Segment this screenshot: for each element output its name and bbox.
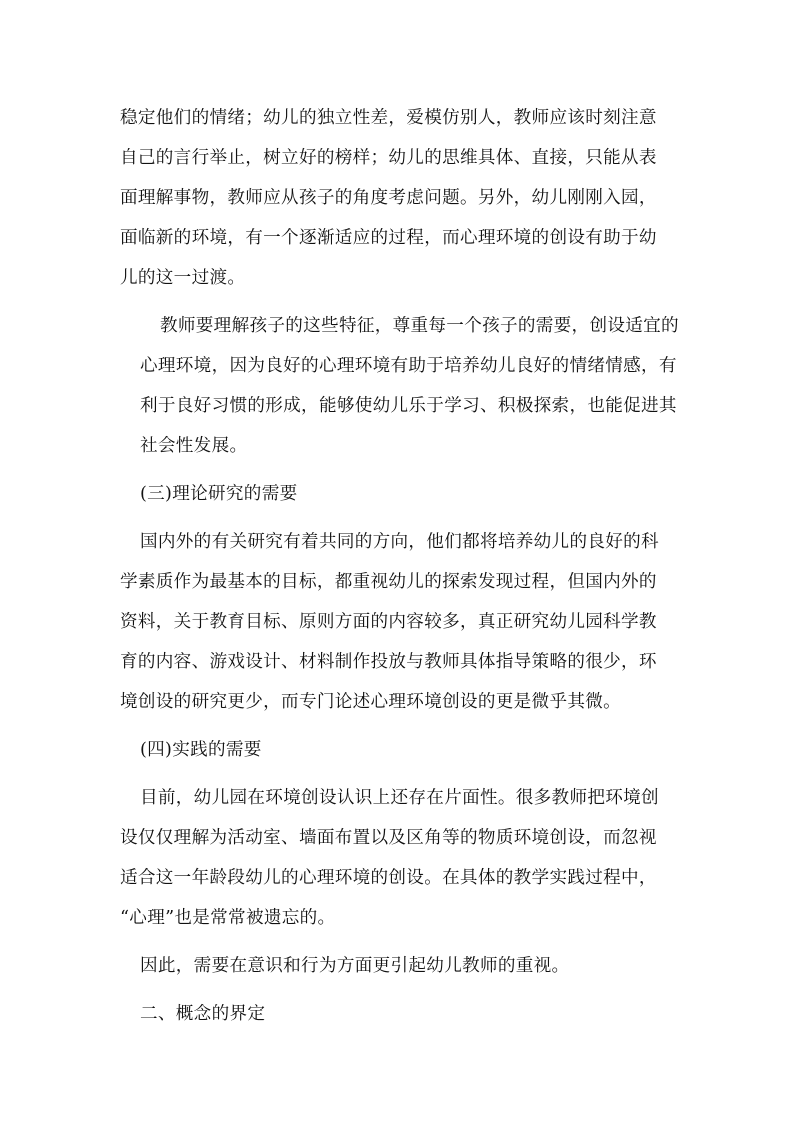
heading-theory-research — [120, 474, 676, 514]
section-heading: (三)理论研究的需要 — [140, 484, 298, 504]
text-line: 因此，需要在意识和行为方面更引起幼儿教师的重视。 — [140, 956, 570, 976]
text-line: 儿的这一过渡。 — [120, 268, 246, 288]
text-line: 境创设的研究更少，而专门论述心理环境创设的更是微乎其微。 — [120, 692, 622, 712]
paragraph-teacher-understanding — [120, 306, 679, 466]
text-line: 目前，幼儿园在环境创设认识上还存在片面性。很多教师把环境创 — [140, 788, 659, 808]
paragraph-current-practice — [120, 778, 676, 938]
text-line: 面临新的环境，有一个逐渐适应的过程，而心理环境的创设有助于幼 — [120, 228, 657, 248]
paragraph-conclusion — [120, 946, 676, 986]
heading-concept-definition — [120, 994, 676, 1034]
text-line: 国内外的有关研究有着共同的方向，他们都将培养幼儿的良好的科 — [140, 532, 659, 552]
section-heading: 二、概念的界定 — [140, 1004, 266, 1024]
text-line: 面理解事物，教师应从孩子的角度考虑问题。另外，幼儿刚刚入园， — [120, 188, 657, 208]
text-line: “心理”也是常常被遗忘的。 — [120, 908, 336, 928]
text-line: 育的内容、游戏设计、材料制作投放与教师具体指导策略的很少，环 — [120, 652, 657, 672]
text-line: 资料，关于教育目标、原则方面的内容较多，真正研究幼儿园科学教 — [120, 612, 657, 632]
heading-practice-needs — [120, 730, 676, 770]
text-line: 社会性发展。 — [140, 436, 248, 456]
paragraph-emotional-needs — [120, 98, 676, 298]
text-line: 稳定他们的情绪；幼儿的独立性差，爱模仿别人，教师应该时刻注意 — [120, 108, 657, 128]
document-body — [120, 98, 679, 1042]
text-line: 适合这一年龄段幼儿的心理环境的创设。在具体的教学实践过程中， — [120, 868, 657, 888]
text-line: 自己的言行举止，树立好的榜样；幼儿的思维具体、直接，只能从表 — [120, 148, 657, 168]
text-line: 心理环境，因为良好的心理环境有助于培养幼儿良好的情绪情感，有 — [140, 356, 677, 376]
section-heading: (四)实践的需要 — [140, 740, 262, 760]
paragraph-domestic-foreign-research — [120, 522, 676, 722]
text-line: 设仅仅理解为活动室、墙面布置以及区角等的物质环境创设，而忽视 — [120, 828, 657, 848]
text-line: 教师要理解孩子的这些特征，尊重每一个孩子的需要，创设适宜的 — [160, 316, 679, 336]
text-line: 学素质作为最基本的目标，都重视幼儿的探索发现过程，但国内外的 — [120, 572, 657, 592]
text-line: 利于良好习惯的形成，能够使幼儿乐于学习、积极探索，也能促进其 — [140, 396, 677, 416]
